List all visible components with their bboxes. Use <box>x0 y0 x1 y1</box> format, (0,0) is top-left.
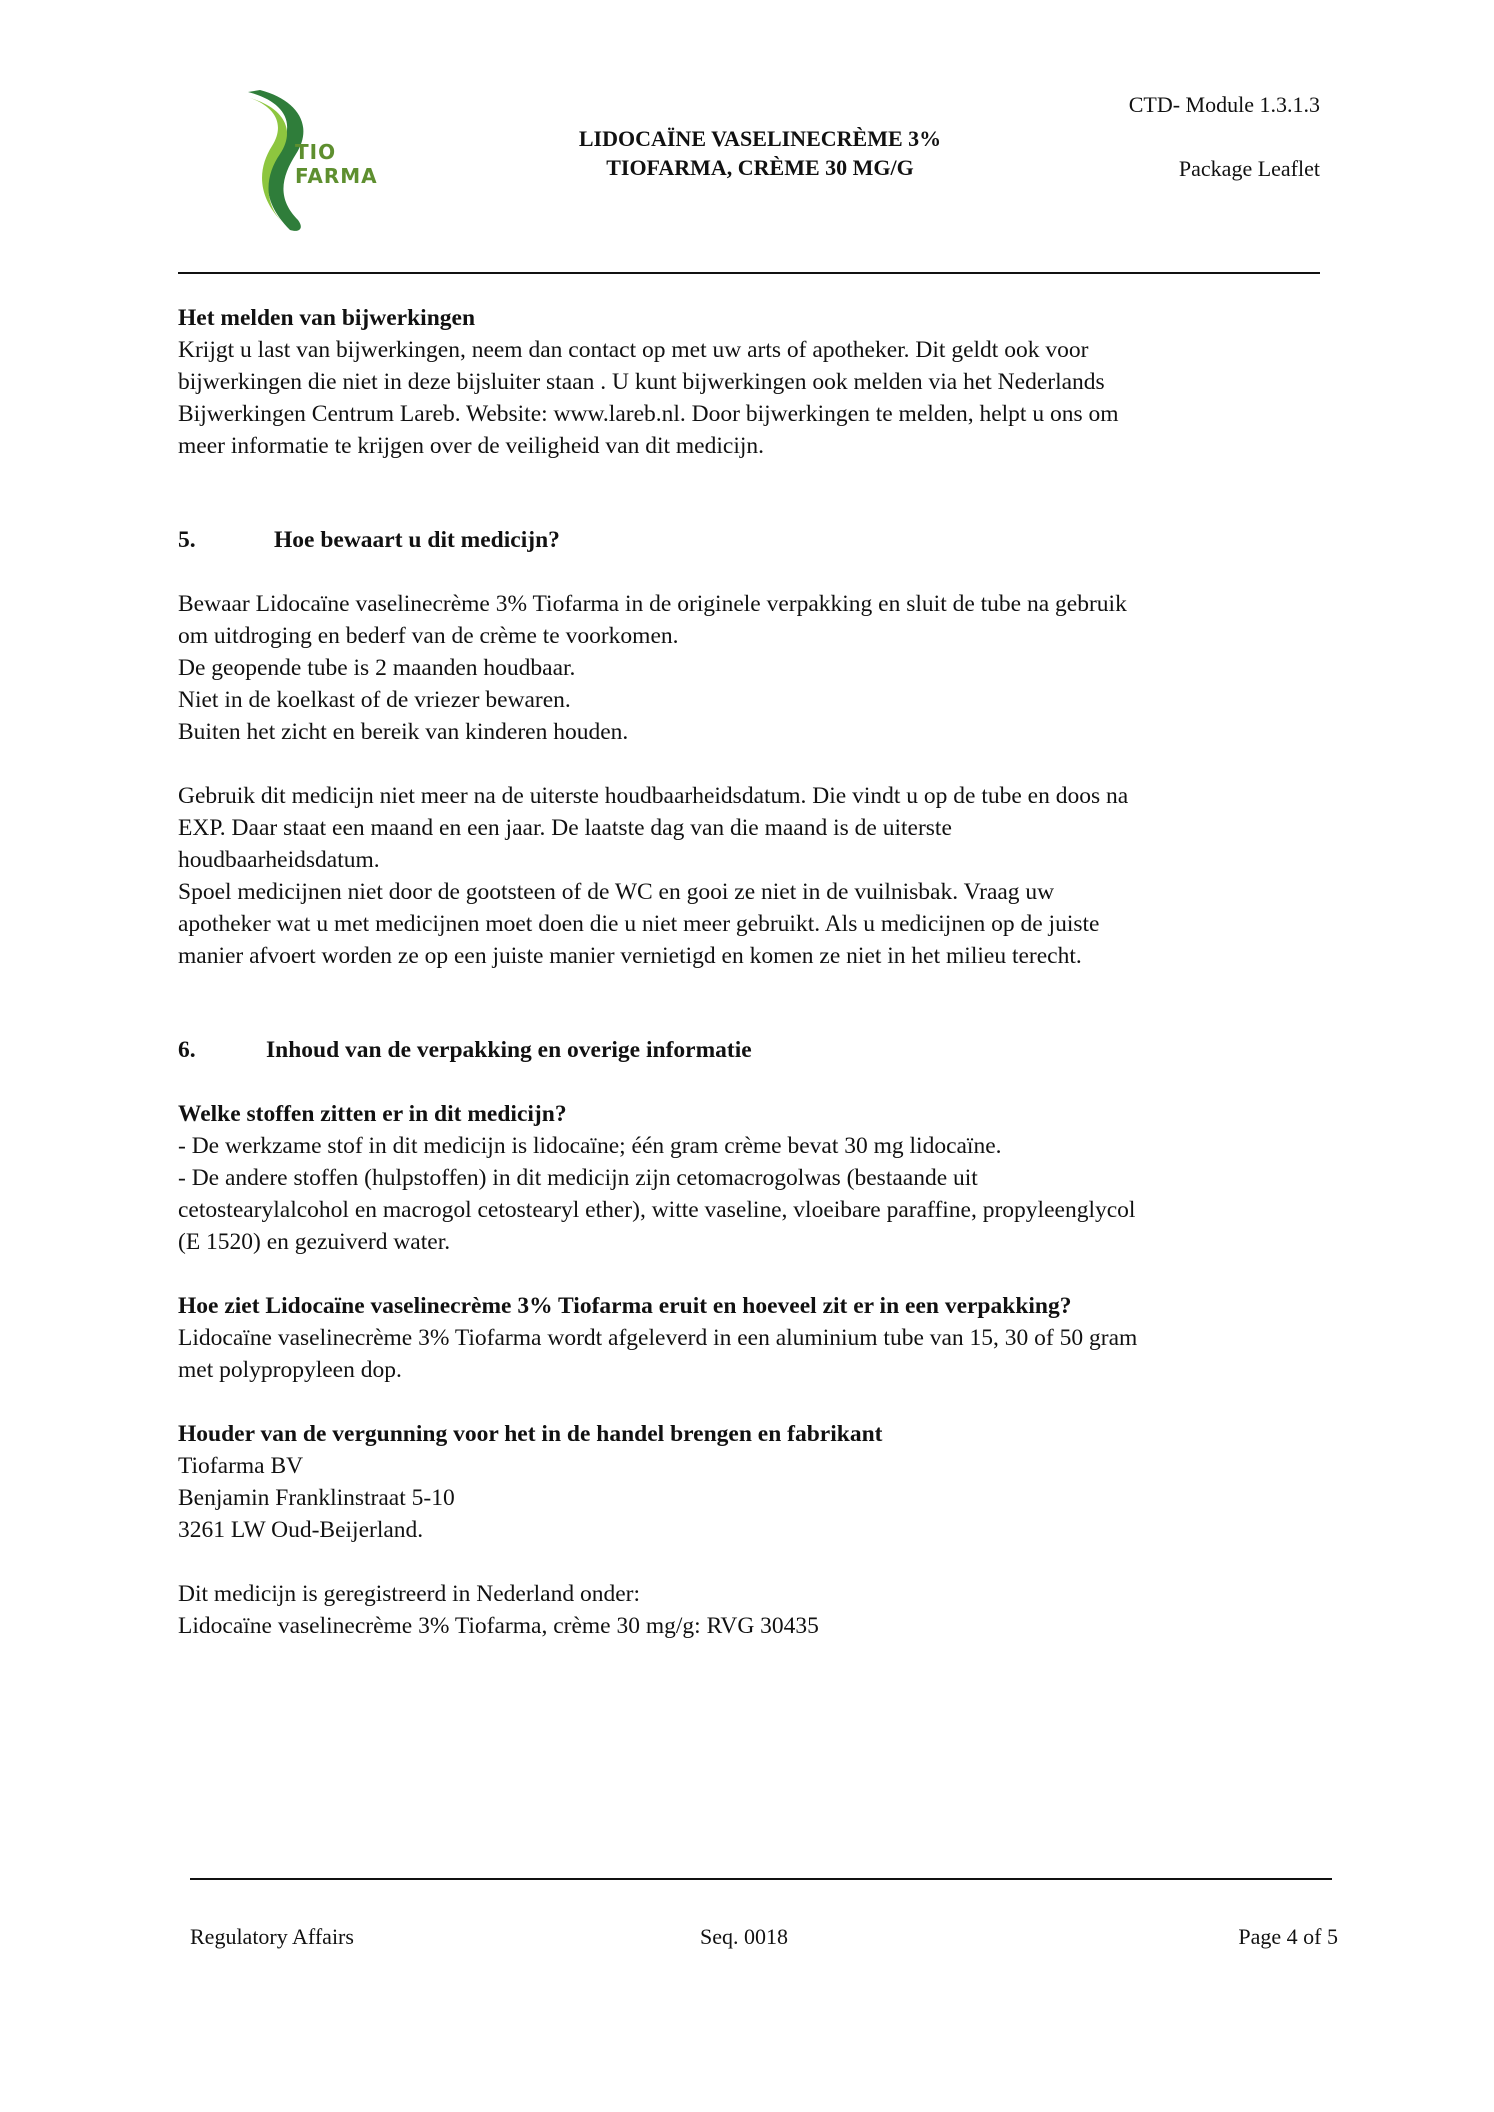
holder-line: Tiofarma BV <box>178 1453 304 1479</box>
expiry-line: Gebruik dit medicijn niet meer na de uiterste houdbaarheidsdatum. Die vindt u op de tube en doos na <box>178 783 1129 809</box>
ingredients-line: (E 1520) en gezuiverd water. <box>178 1229 451 1255</box>
leaflet-body <box>178 302 1328 1642</box>
reporting-line: bijwerkingen die niet in deze bijsluiter staan . U kunt bijwerkingen ook melden via het Nederlands <box>178 369 1105 395</box>
section-6-number: 6. <box>178 1037 196 1063</box>
footer-sequence: Seq. 0018 <box>700 1924 788 1949</box>
section-6-title: Inhoud van de verpakking en overige informatie <box>266 1037 752 1063</box>
holder-line: 3261 LW Oud-Beijerland. <box>178 1517 424 1543</box>
ctd-module: CTD- Module 1.3.1.3 <box>1128 92 1320 117</box>
storage-line: Niet in de koelkast of de vriezer bewaren. <box>178 687 571 713</box>
footer-page-number: Page 4 of 5 <box>1238 1924 1338 1949</box>
storage-line: om uitdroging en bederf van de crème te voorkomen. <box>178 623 679 649</box>
holder-line: Benjamin Franklinstraat 5-10 <box>178 1485 455 1511</box>
holder-heading: Houder van de vergunning voor het in de handel brengen en fabrikant <box>178 1421 883 1447</box>
header-divider <box>178 272 1320 274</box>
doc-type: Package Leaflet <box>1178 156 1320 181</box>
footer-divider <box>190 1878 1332 1880</box>
disposal-line: Spoel medicijnen niet door de gootsteen of de WC en gooi ze niet in de vuilnisbak. Vraag uw <box>178 879 1055 905</box>
section-6-heading <box>178 1034 1328 1066</box>
logo-text-tio: TIO <box>295 140 337 164</box>
title-line-2: TIOFARMA, CRÈME 30 MG/G <box>606 155 914 180</box>
disposal-line: manier afvoert worden ze op een juiste manier vernietigd en komen ze niet in het milieu terecht. <box>178 943 1082 969</box>
section-5-title: Hoe bewaart u dit medicijn? <box>274 527 560 553</box>
appearance-heading: Hoe ziet Lidocaïne vaselinecrème 3% Tiofarma eruit en hoeveel zit er in een verpakking? <box>178 1293 1072 1319</box>
document-title <box>500 124 1020 182</box>
title-line-1: LIDOCAÏNE VASELINECRÈME 3% <box>578 126 942 151</box>
section-5-heading <box>178 524 1328 556</box>
disposal-line: apotheker wat u met medicijnen moet doen die u niet meer gebruikt. Als u medicijnen op de juiste <box>178 911 1100 937</box>
expiry-line: EXP. Daar staat een maand en een jaar. De laatste dag van die maand is de uiterste <box>178 815 952 841</box>
section-5-number: 5. <box>178 527 196 553</box>
reporting-line: Krijgt u last van bijwerkingen, neem dan contact op met uw arts of apotheker. Dit geldt ook voor <box>178 337 1089 363</box>
appearance-line: met polypropyleen dop. <box>178 1357 402 1383</box>
reporting-line: meer informatie te krijgen over de veiligheid van dit medicijn. <box>178 433 764 459</box>
reporting-heading: Het melden van bijwerkingen <box>178 305 476 331</box>
reporting-line: Bijwerkingen Centrum Lareb. Website: www.lareb.nl. Door bijwerkingen te melden, helpt u ons om <box>178 401 1119 427</box>
appearance-line: Lidocaïne vaselinecrème 3% Tiofarma wordt afgeleverd in een aluminium tube van 15, 30 of 50 gram <box>178 1325 1138 1351</box>
storage-line: De geopende tube is 2 maanden houdbaar. <box>178 655 576 681</box>
expiry-line: houdbaarheidsdatum. <box>178 847 380 873</box>
registration-line: Dit medicijn is geregistreerd in Nederland onder: <box>178 1581 641 1607</box>
logo-wordmark <box>295 140 378 188</box>
ingredients-line: - De werkzame stof in dit medicijn is lidocaïne; één gram crème bevat 30 mg lidocaïne. <box>178 1133 1002 1159</box>
storage-line: Buiten het zicht en bereik van kinderen houden. <box>178 719 629 745</box>
ingredients-heading: Welke stoffen zitten er in dit medicijn? <box>178 1101 567 1127</box>
ingredients-line: cetostearylalcohol en macrogol cetostearyl ether), witte vaseline, vloeibare paraffine, propyleenglycol <box>178 1197 1136 1223</box>
footer-left: Regulatory Affairs <box>190 1924 354 1949</box>
storage-line: Bewaar Lidocaïne vaselinecrème 3% Tiofarma in de originele verpakking en sluit de tube na gebruik <box>178 591 1127 617</box>
ingredients-line: - De andere stoffen (hulpstoffen) in dit medicijn zijn cetomacrogolwas (bestaande uit <box>178 1165 978 1191</box>
registration-line: Lidocaïne vaselinecrème 3% Tiofarma, crème 30 mg/g: RVG 30435 <box>178 1613 819 1639</box>
logo-text-farma: FARMA <box>295 164 378 188</box>
